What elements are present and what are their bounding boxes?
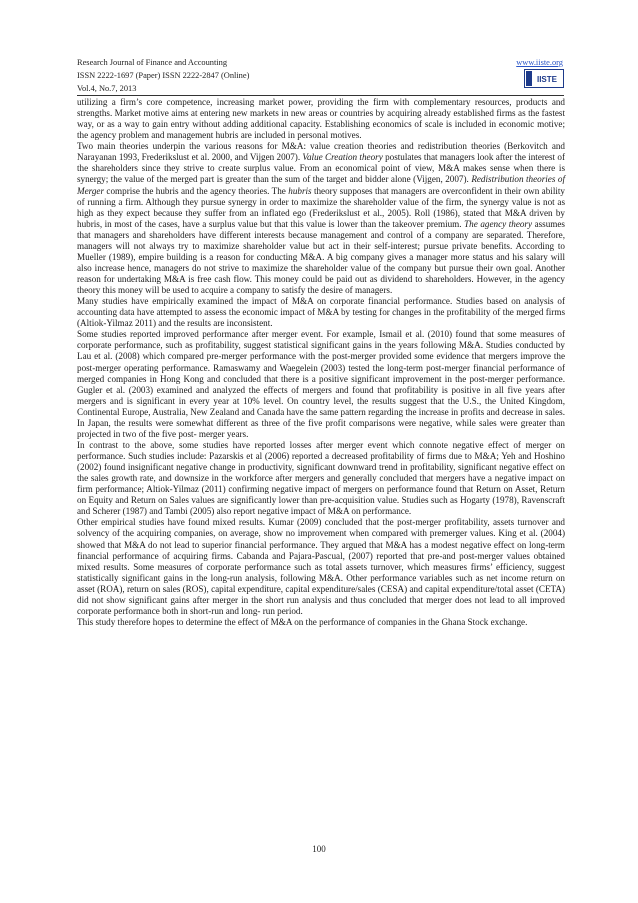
paragraph-5: In contrast to the above, some studies have reported losses after merger event which connote negative effect of merger on performance. Such studies include: Pazarskis et al (2006) reported a decreased profitability of firms due to M&A; Yeh and Hoshino (2002) found insignificant negative change in productivity, significant downward trend in profitability, significant negative effect on the sales growth rate, and downsize in the workforce after mergers and generally concluded that mergers have a negative impact on firm performance; Altiok-Yilmaz (2011) confirming negative impact of mergers on performance found that Return on Asset, Return on Equity and Return on Sales values are significantly lower than pre-acquisition value. Studies such as Hogarty (1978), Ravenscraft and Scherer (1987) and Tambi (2005) also report negative impact of M&A on performance. [77,439,565,517]
italic-term: The agency theory [464,218,533,229]
page-header [77,56,563,95]
paragraph-7: This study therefore hopes to determine the effect of M&A on the performance of companies in the Ghana Stock exchange. [77,616,528,627]
paragraph-3: Many studies have empirically examined the impact of M&A on corporate financial performance. Studies based on analysis of accounting data have attempted to assess the economic impact of M&A by testing for changes in the profitability of the merged firms (Altiok-Yilmaz 2011) and the results are inconsistent. [77,296,565,329]
italic-term: hubris [288,185,312,196]
page-number: 100 [312,844,326,854]
logo-text: IISTE [536,75,558,85]
volume-line: Vol.4, No.7, 2013 [77,84,137,93]
journal-title: Research Journal of Finance and Accounting [77,58,228,67]
journal-url-link[interactable]: www.iiste.org [516,58,563,67]
issn-line: ISSN 2222-1697 (Paper) ISSN 2222-2847 (Online) [77,71,250,80]
paragraph-2: Two main theories underpin the various reasons for M&A: value creation theories and redistribution theories (Berkovitch and Narayanan 1993, Frederikslust et al. 2000, and Vijgen 2007). Value Creation theory postulates that managers look after the interest of the shareholders since they strive to create surplus value. From an economical point of view, M&A makes sense when there is synergy; the value of the merged part is greater than the sum of the target and bidder alone (Vijgen, 2007). Redistribution theories of Merger comprise the hubris and the agency theories. The hubris theory supposes that managers are overconfident in their own ability of running a firm. Although they pursue synergy in order to maximize the shareholder value of the firm, the synergy value is not as high as they expect because they suffer from an inflated ego (Frederikslust et al., 2005). Roll (1986), stated that M&A driven by hubris, in most of the cases, have a surplus value but that this value is lower than the takeover premium. The agency theory assumes that managers and shareholders have different interests because management and control of a company are separated. Therefore, managers will not always try to maximize shareholder value but act in their self-interest; pursue private benefits. According to Mueller (1989), empire building is a reason for conducting M&A. A big company gives a manager more status and his salary will also increase hence, managers do not strive to maximize the shareholder value of the company but pursue their own goal. Another reason for undertaking M&A is free cash flow. This money could be paid out as dividend to shareholders. However, in the agency theory this money will be used to acquire a company to satisfy the desire of managers. [77,141,565,296]
italic-term: Redistribution theories of Merger [77,174,565,196]
header-divider [77,95,564,96]
paragraph-1: utilizing a firm’s core competence, increasing market power, providing the firm with complementary resources, products and strengths. Market motive aims at entering new markets in new areas or countries by acquiring already established firms as the fastest way, or as a way to gain entry without adding additional capacity. Establishing economics of scale is included in economic motive; the agency problem and management hubris are included in personal motives. [77,97,565,141]
iiste-logo-icon [524,69,564,88]
paragraph-6: Other empirical studies have found mixed results. Kumar (2009) concluded that the post-merger profitability, assets turnover and solvency of the acquiring companies, on average, show no improvement when compared with premerger values. King et al. (2004) showed that M&A do not lead to superior financial performance. They argued that M&A has a modest negative effect on long-term financial performance of acquiring firms. Cabanda and Pajara-Pascual, (2007) reported that pre-and post-merger values obtained mixed results. Some measures of corporate performance such as total assets turnover, which measures firms’ efficiency, suggest statistically significant gains in the long-run analysis, following M&A. Other performance variables such as net income return on asset (ROA), return on sales (ROS), capital expenditure, capital expenditure/sales (CESA) and capital expenditure/total asset (CETA) did not show significant gains after merger in the short run analysis and thus concluded that merger does not lead to all improved corporate performance both in short-run and long- run period. [77,517,565,616]
italic-term: Value Creation theory [302,152,383,163]
article-body [77,97,565,628]
paragraph-4: Some studies reported improved performance after merger event. For example, Ismail et al. (2010) found that some measures of corporate performance, such as profitability, suggest statistical significant gains in the years following M&A. Studies conducted by Lau et al. (2008) which compared pre-merger performance with the post-merger provided some evidence that mergers improve the post-merger operating performance. Ramaswamy and Waegelein (2003) tested the long-term post-merger financial performance of merged companies in Hong Kong and concluded that there is a positive significant improvement in the post-merger performance. Gugler et al. (2003) examined and analyzed the effects of mergers and found that profitability is positive in all five years after mergers and is significant in every year at 10% level. On country level, the results suggest that the U.S., the United Kingdom, Continental Europe, Australia, New Zealand and Canada have the same pattern regarding the increase in profits and decrease in sales. In Japan, the results were somewhat different as three of the five profit comparisons were negative, while sales were greater than projected in two of the five post- merger years. [77,329,565,439]
